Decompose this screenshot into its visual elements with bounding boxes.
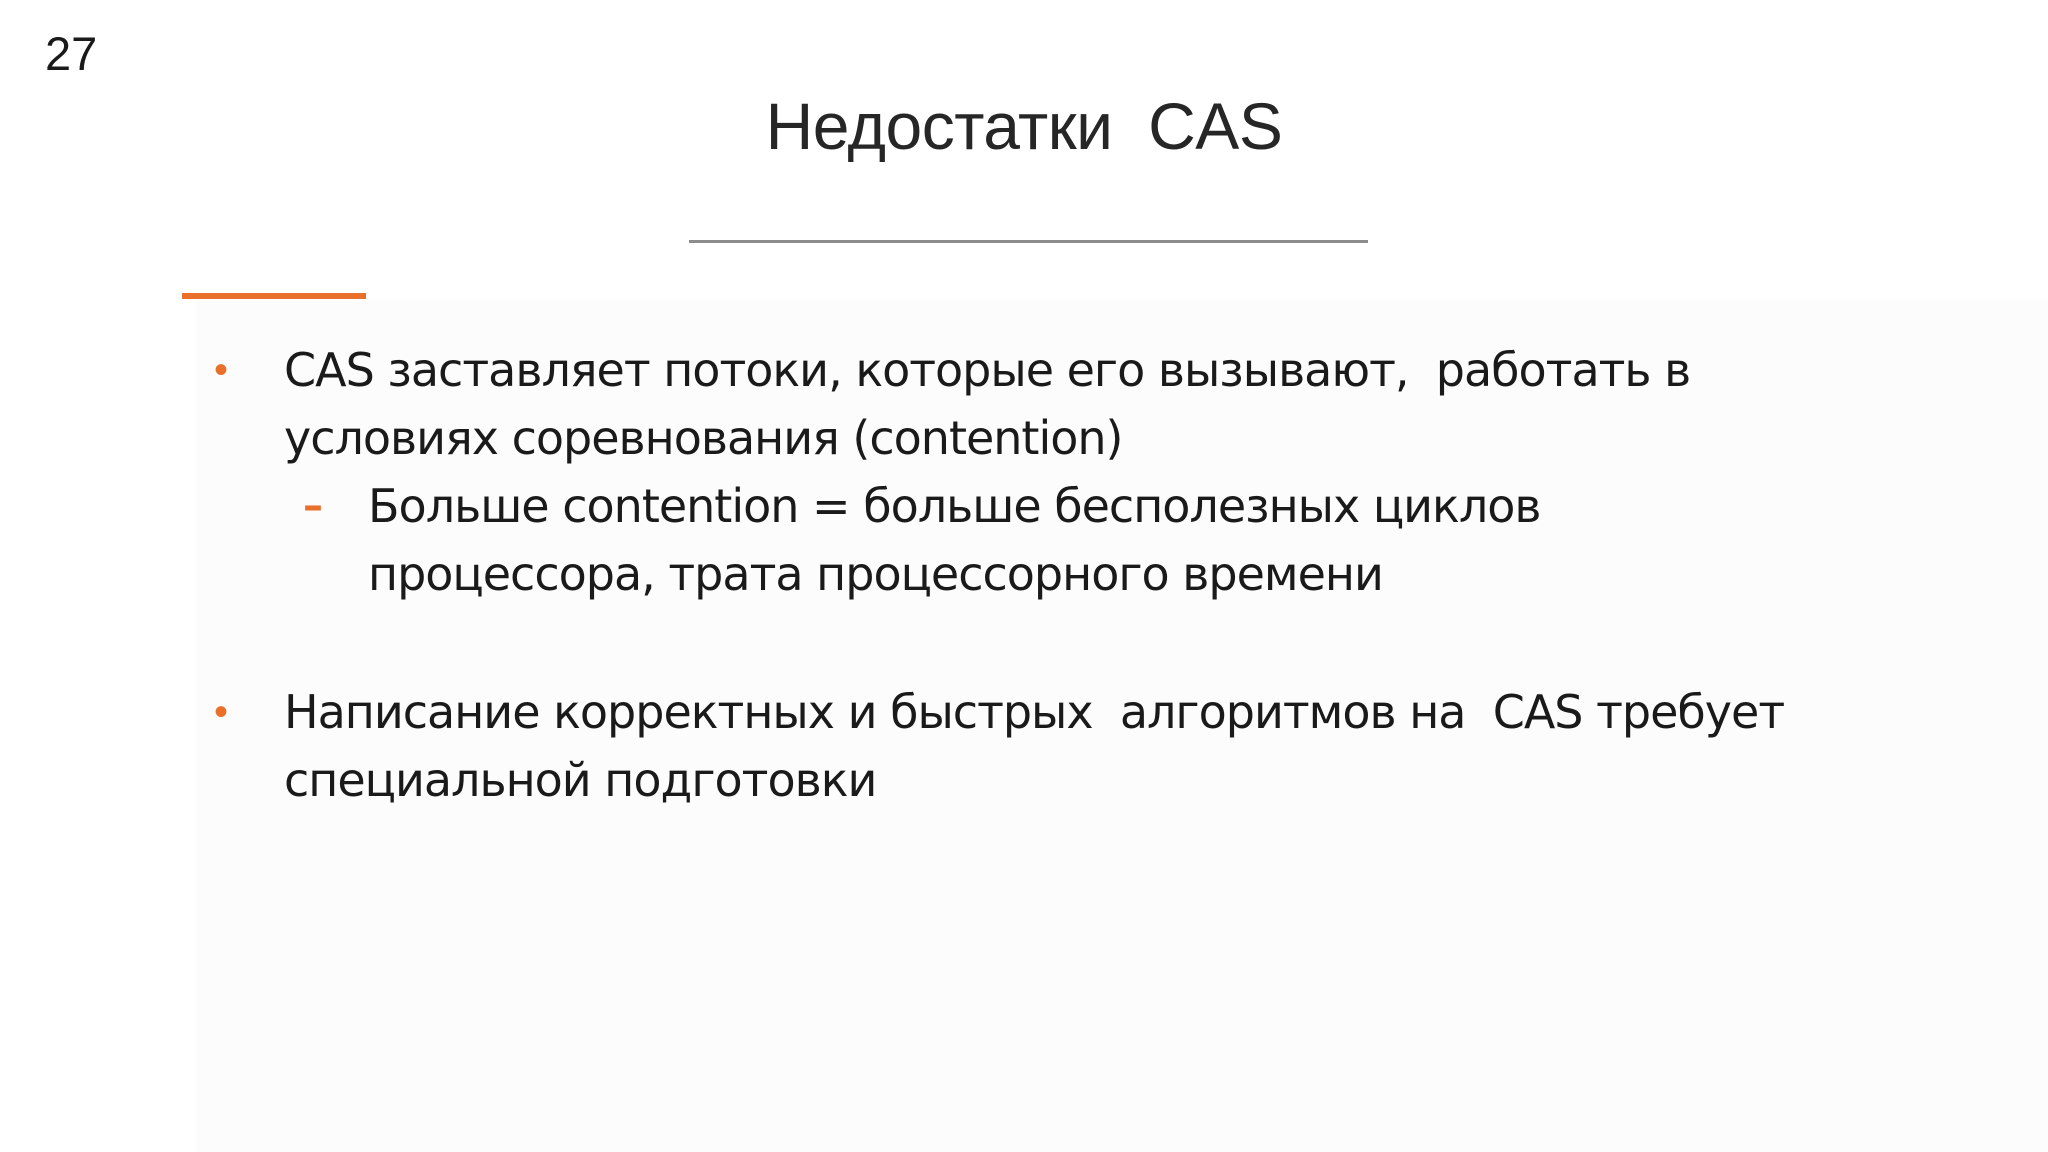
sub-bullet-marker: – (303, 483, 323, 529)
slide-title: Недостатки CAS (765, 89, 1283, 163)
bullet-1-line-2: условиях соревнования (contention) (284, 411, 1123, 465)
bullet-2-line-1: Написание корректных и быстрых алгоритмов на CAS требует (284, 685, 1785, 739)
bullet-2-line-2: специальной подготовки (284, 753, 877, 807)
bullet-marker: • (214, 348, 229, 392)
bullet-1-line-1: CAS заставляет потоки, которые его вызывают, работать в (284, 343, 1691, 397)
sub-bullet-line-2: процессора, трата процессорного времени (368, 547, 1383, 601)
slide-number: 27 (45, 27, 98, 80)
bullet-marker: • (214, 690, 229, 734)
sub-bullet-line-1: Больше contention = больше бесполезных циклов (368, 479, 1541, 533)
